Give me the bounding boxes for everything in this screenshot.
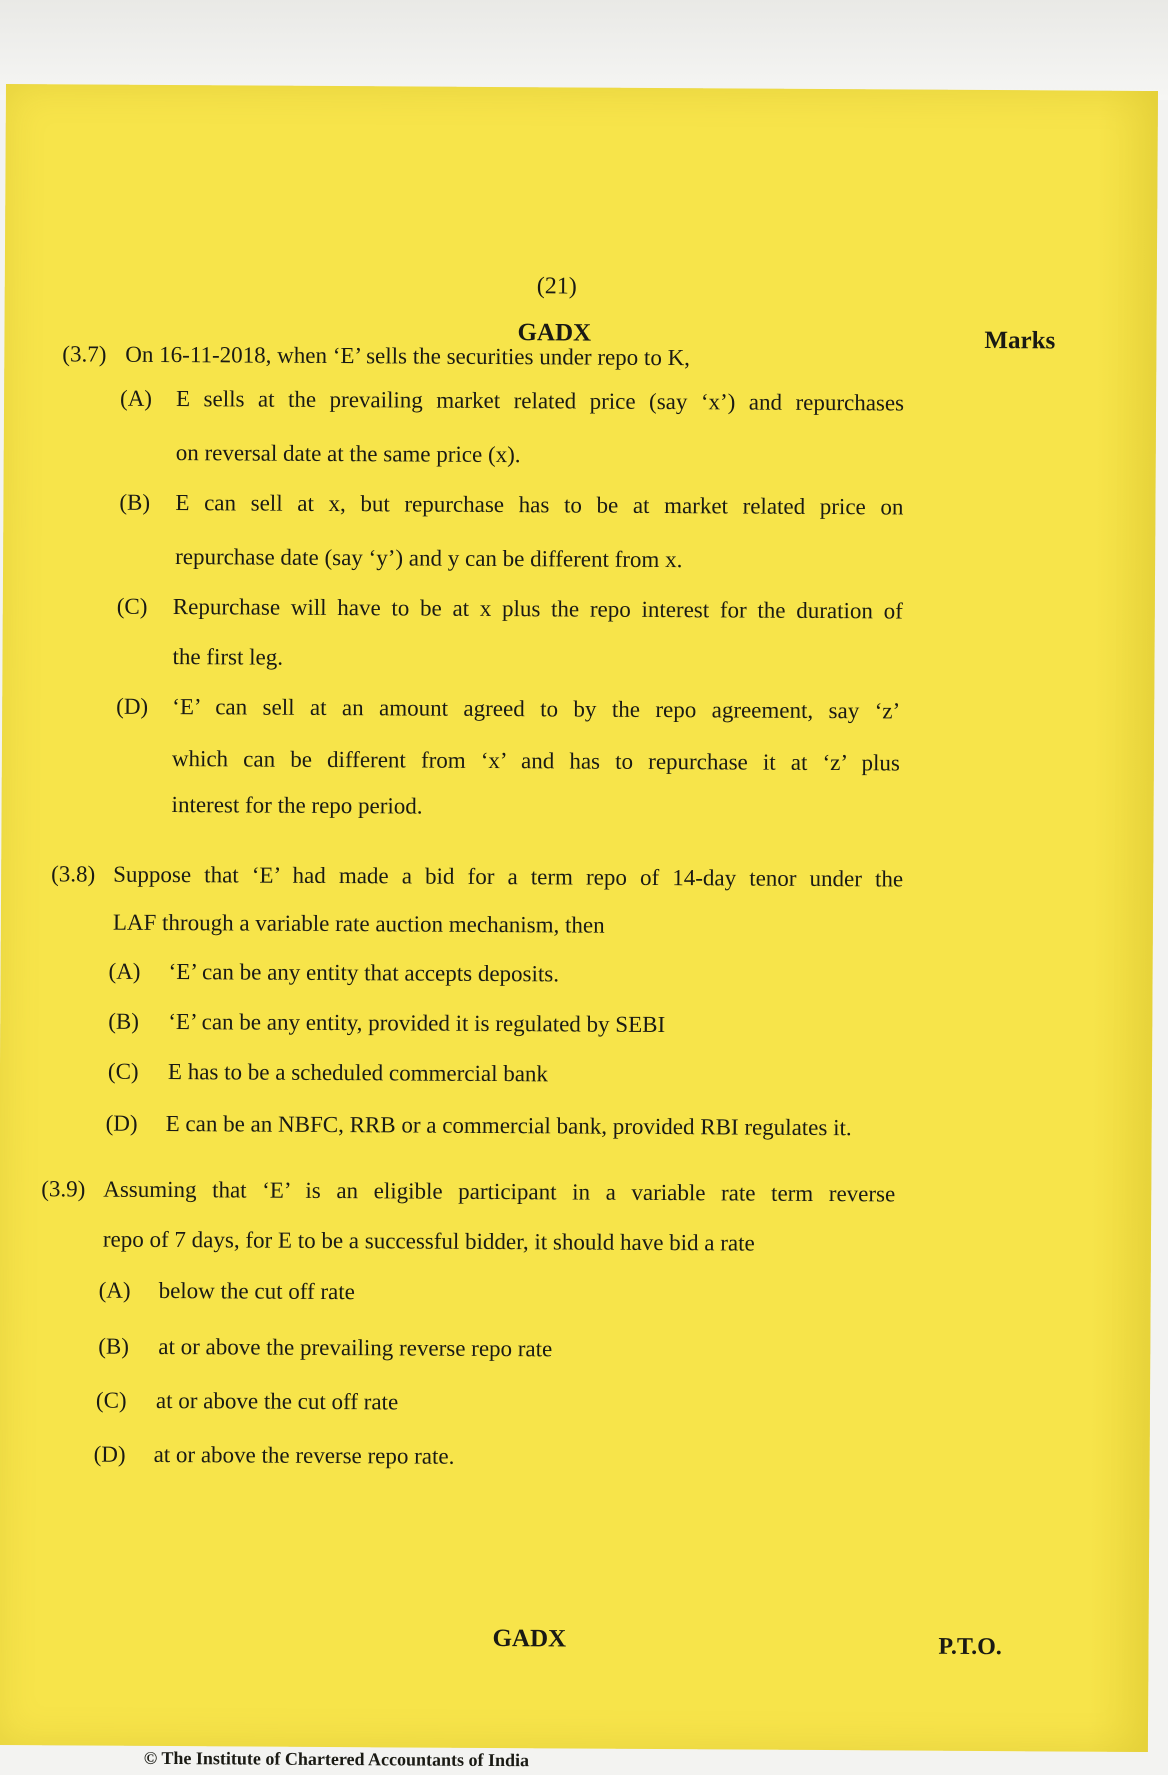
option-label: (C): [95, 1387, 127, 1413]
question-number: (3.7): [62, 341, 107, 367]
option-label: (D): [105, 1110, 138, 1136]
question-number: (3.8): [51, 861, 96, 887]
question-stem: Suppose that ‘E’ had made a bid for a term repo of 14-day tenor under the: [113, 861, 904, 892]
option-label: (A): [108, 958, 141, 984]
option-text: at or above the prevailing reverse repo rate: [158, 1333, 553, 1362]
option-text: Repurchase will have to be at x plus the repo interest for the duration of: [172, 594, 903, 624]
option-text: at or above the cut off rate: [155, 1387, 399, 1415]
question-number: (3.9): [41, 1176, 86, 1202]
paper-code-header: GADX: [517, 319, 592, 347]
question-stem: On 16-11-2018, when ‘E’ sells the securities under repo to K,: [125, 341, 691, 371]
option-label: (C): [107, 1058, 139, 1084]
question-stem: repo of 7 days, for E to be a successful bidder, it should have bid a rate: [102, 1226, 755, 1256]
option-text: E has to be a scheduled commercial bank: [167, 1059, 549, 1087]
option-text: interest for the repo period.: [171, 792, 423, 819]
option-label: (D): [93, 1441, 126, 1467]
copyright-notice: © The Institute of Chartered Accountants of India: [143, 1747, 530, 1771]
option-text: at or above the reverse repo rate.: [153, 1441, 455, 1469]
page-number: (21): [536, 273, 577, 300]
option-label: (A): [98, 1277, 131, 1303]
option-text: E sells at the prevailing market related price (say ‘x’) and repurchases: [176, 386, 905, 416]
paper-code-footer: GADX: [492, 1625, 567, 1653]
question-stem: LAF through a variable rate auction mechanism, then: [112, 909, 605, 938]
option-label: (D): [116, 693, 149, 719]
option-label: (C): [116, 593, 148, 619]
option-text: the first leg.: [172, 644, 284, 670]
option-text: E can be an NBFC, RRB or a commercial bank, provided RBI regulates it.: [165, 1110, 852, 1141]
option-label: (B): [98, 1333, 130, 1359]
option-text: ‘E’ can sell at an amount agreed to by the repo agreement, say ‘z’: [172, 694, 901, 724]
option-label: (A): [120, 385, 153, 411]
option-label: (B): [119, 489, 151, 515]
option-text: which can be different from ‘x’ and has to repurchase it at ‘z’ plus: [171, 746, 900, 776]
pto-label: P.T.O.: [938, 1633, 1002, 1661]
option-text: on reversal date at the same price (x).: [175, 440, 521, 468]
option-text: ‘E’ can be any entity that accepts deposits.: [168, 959, 560, 987]
option-label: (B): [108, 1008, 140, 1034]
marks-label: Marks: [984, 326, 1056, 355]
option-text: ‘E’ can be any entity, provided it is regulated by SEBI: [168, 1009, 666, 1038]
option-text: E can sell at x, but repurchase has to be at market related price on: [175, 490, 904, 520]
option-text: below the cut off rate: [158, 1277, 355, 1305]
question-paper-page: [0, 84, 1158, 1771]
option-text: repurchase date (say ‘y’) and y can be different from x.: [175, 544, 683, 573]
question-stem: Assuming that ‘E’ is an eligible participant in a variable rate term reverse: [103, 1176, 896, 1207]
